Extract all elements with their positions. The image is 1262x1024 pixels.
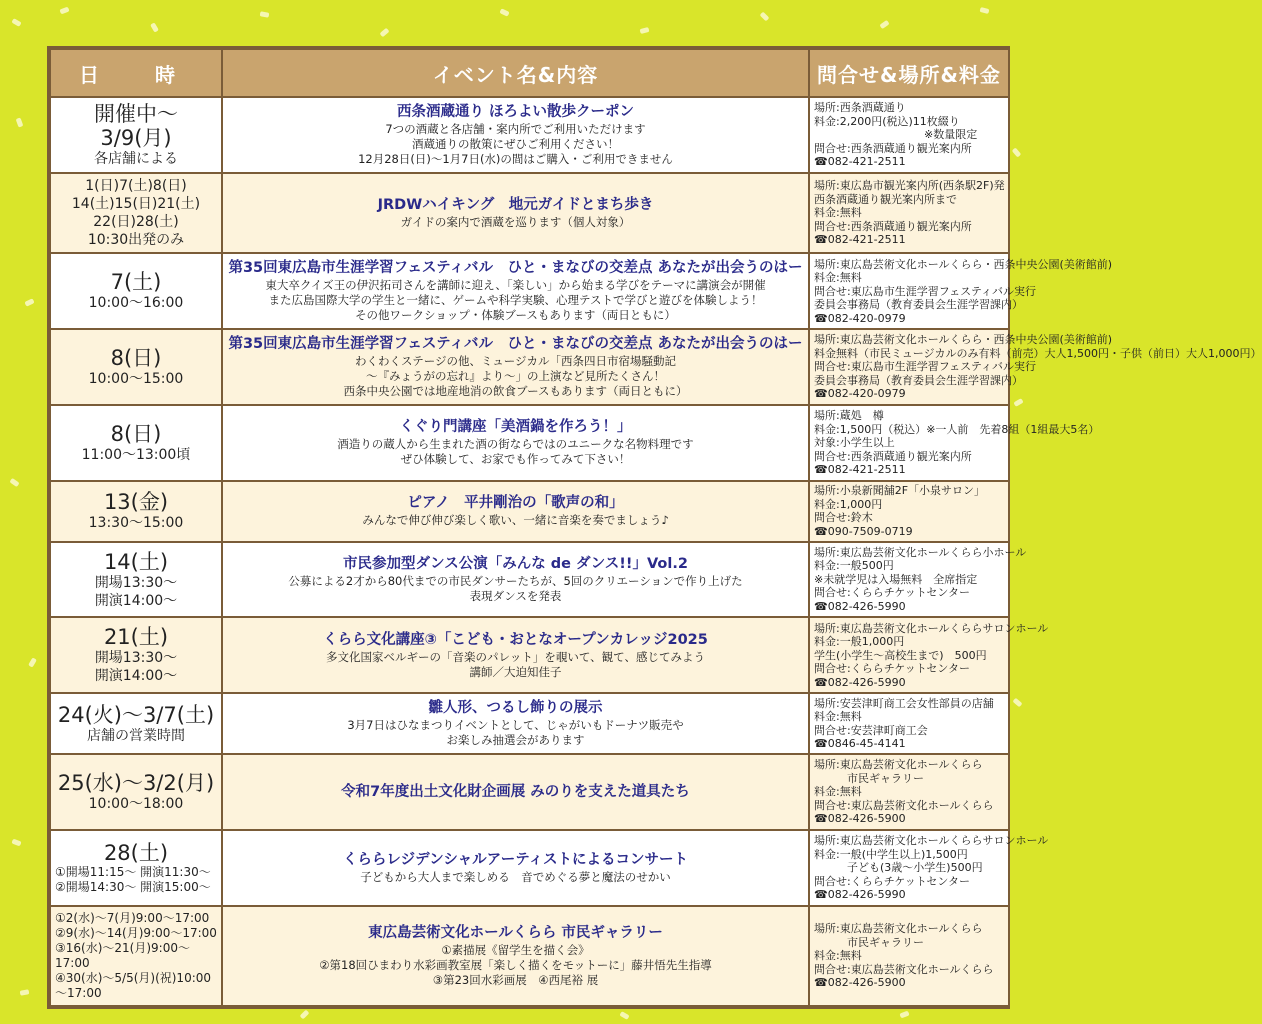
event-time: 開場13:30～ — [94, 574, 178, 591]
event-title: 東広島芸術文化ホールくらら 市民ギャラリー — [368, 924, 663, 941]
table-row — [51, 254, 1008, 328]
event-description: 7つの酒蔵と各店舗・案内所でご利用いただけます — [385, 121, 646, 136]
event-title: 西条酒蔵通り ほろよい散歩クーポン — [396, 103, 635, 120]
event-info-cell — [810, 543, 1027, 617]
event-info-cell — [810, 98, 1008, 172]
event-info-line: 場所:東広島市観光案内所(西条駅2F)発 — [814, 179, 1005, 193]
event-info-line: 西条酒蔵通り観光案内所まで — [814, 192, 957, 206]
event-title: くらら文化講座③「こども・おとなオープンカレッジ2025 — [323, 631, 708, 648]
event-info-line: ※未就学児は入場無料 全席指定 — [814, 572, 978, 586]
event-time: 10:30出発のみ — [87, 232, 185, 249]
event-info-line: ☎082-420-0979 — [814, 387, 906, 401]
event-info-line: 料金:一般1,000円 — [814, 635, 905, 649]
event-time: 10:00～18:00 — [88, 796, 184, 813]
event-info-line: ☎082-426-5900 — [814, 812, 906, 826]
event-info-line: 問合せ:くららチケットセンター — [814, 662, 970, 676]
event-time: 1(日)7(土)8(日) — [85, 178, 187, 195]
event-date-cell — [51, 694, 221, 753]
event-time: 14(土)15(日)21(土) — [71, 196, 201, 213]
event-info-line: 問合せ:東広島市生涯学習フェスティバル実行 — [814, 284, 1037, 298]
event-title: くららレジデンシャルアーティストによるコンサート — [342, 851, 689, 868]
event-info-line: 料金:1,000円 — [814, 497, 883, 511]
event-schedule-table — [49, 48, 1262, 1007]
event-content-cell — [223, 907, 808, 1005]
event-info-line: 問合せ:東広島市生涯学習フェスティバル実行 — [814, 360, 1037, 374]
event-info-line: ☎082-421-2511 — [814, 463, 906, 477]
event-description: みんなで伸び伸び楽しく歌い、一緒に音楽を奏でましょう♪ — [362, 513, 669, 528]
event-info-line: 場所:東広島芸術文化ホールくらら・西条中央公園(美術館前) — [814, 333, 1113, 347]
event-info-line: 料金:無料 — [814, 206, 862, 220]
event-time-detail: ①2(水)～7(月)9:00～17:00 — [55, 910, 210, 925]
event-info-line: 料金:一般(中学生以上)1,500円 — [814, 847, 968, 861]
event-date: 21(土) — [103, 625, 169, 650]
event-info-line: ☎082-426-5990 — [814, 888, 906, 902]
event-description: 東大卒クイズ王の伊沢拓司さんを講師に迎え、「楽しい」から始まる学びをテーマに講演会が開催 — [265, 278, 766, 293]
event-info-line: ☎082-426-5900 — [814, 976, 906, 990]
table-row — [51, 755, 1008, 829]
event-time: 各店舗による — [94, 150, 178, 167]
event-description: 子どもから大人まで楽しめる 音でめぐる夢と魔法のせかい — [360, 869, 671, 884]
event-description: また広島国際大学の学生と一緒に、ゲームや科学実験、心理テストで学びと遊びを体験しよう！ — [268, 293, 763, 308]
table-row — [51, 330, 1008, 404]
event-info-line: 市民ギャラリー — [814, 935, 924, 949]
table-row — [51, 618, 1008, 692]
event-info-line: 問合せ:西条酒蔵通り観光案内所 — [814, 219, 972, 233]
event-info-line: 問合せ:東広島芸術文化ホールくらら — [814, 798, 994, 812]
event-info-line: 場所:東広島芸術文化ホールくららサロンホール — [814, 834, 1049, 848]
table-row — [51, 831, 1008, 905]
table-row — [51, 98, 1008, 172]
event-time: 開演14:00～ — [94, 592, 178, 609]
event-date-cell — [51, 98, 221, 172]
event-info-line: 委員会事務局（教育委員会生涯学習課内） — [814, 298, 1023, 312]
event-time-detail: ①開場11:15～ 開演11:30～ — [55, 864, 211, 879]
event-info-line: ☎082-420-0979 — [814, 311, 906, 325]
event-info-line: 料金:無料 — [814, 710, 862, 724]
event-description: ③第23回水彩画展 ④西尾裕 展 — [432, 972, 599, 987]
event-description: 西条中央公園では地産地消の飲食ブースもあります（両日ともに） — [343, 384, 688, 399]
event-content-cell — [223, 254, 808, 328]
event-time: 11:00～13:00頃 — [81, 446, 191, 463]
event-content-cell — [223, 755, 808, 829]
event-date-cell — [51, 907, 221, 1005]
event-info-line: 料金無料（市民ミュージカルのみ有料（前売）大人1,500円・子供（前日）大人1,000円） — [814, 346, 1262, 360]
event-info-line: 場所:東広島芸術文化ホールくららサロンホール — [814, 621, 1049, 635]
event-info-line: 料金:2,200円(税込)11枚綴り — [814, 114, 960, 128]
event-info-cell — [810, 907, 1008, 1005]
event-info-line: 場所:東広島芸術文化ホールくらら小ホール — [814, 545, 1027, 559]
event-time: 13:30～15:00 — [88, 515, 184, 532]
event-date: 8(日) — [110, 421, 162, 446]
event-description: ①素描展《留学生を描く会》 — [441, 942, 590, 957]
event-info-line: 料金:無料 — [814, 949, 862, 963]
event-date-cell — [51, 330, 221, 404]
event-content-cell — [223, 618, 808, 692]
table-row — [51, 174, 1008, 253]
event-info-cell — [810, 330, 1262, 404]
event-info-line: 問合せ:安芸津町商工会 — [814, 723, 928, 737]
event-description: 講師／大迫知佳子 — [469, 664, 562, 679]
event-schedule-frame — [47, 46, 1262, 1009]
event-info-line: 子ども(3歳～小学生)500円 — [814, 861, 983, 875]
table-row — [51, 543, 1008, 617]
event-date-cell — [51, 482, 221, 541]
event-info-cell — [810, 406, 1100, 480]
event-content-cell — [223, 98, 808, 172]
event-date: 13(金) — [103, 490, 169, 515]
event-info-line: 場所:東広島芸術文化ホールくらら — [814, 758, 983, 772]
event-date: 開催中～ — [94, 101, 178, 126]
event-description: 酒造りの蔵人から生まれた酒の街ならではのユニークな名物料理です — [337, 437, 694, 452]
event-info-line: ☎0846-45-4141 — [814, 737, 906, 751]
event-info-line: 委員会事務局（教育委員会生涯学習課内） — [814, 373, 1023, 387]
event-info-line: 問合せ:くららチケットセンター — [814, 874, 970, 888]
table-header-row — [51, 50, 1008, 96]
event-description: 多文化国家ベルギーの「音楽のパレット」を覗いて、観て、感じてみよう — [326, 649, 705, 664]
event-date-cell — [51, 543, 221, 617]
event-time: 開演14:00～ — [94, 668, 178, 685]
event-info-line: 料金:無料 — [814, 271, 862, 285]
event-info-line: 場所:西条酒蔵通り — [814, 101, 906, 115]
event-info-line: 料金:一般500円 — [814, 559, 894, 573]
event-description: 12月28日(日)～1月7日(水)の間はご購入・ご利用できません — [358, 151, 673, 166]
event-info-line: 問合せ:東広島芸術文化ホールくらら — [814, 962, 994, 976]
event-description: ぜひ体験して、お家でも作ってみて下さい！ — [400, 452, 631, 467]
event-info-line: ☎082-426-5990 — [814, 675, 906, 689]
event-description: わくわくステージの他、ミュージカル「西条四日市宿場騒動記 — [354, 354, 677, 369]
event-info-line: 学生(小学生～高校生まで) 500円 — [814, 648, 987, 662]
event-info-line: 場所:小泉新聞舗2F「小泉サロン」 — [814, 484, 986, 498]
event-time: 10:00～15:00 — [88, 371, 184, 388]
event-info-line: 問合せ:西条酒蔵通り観光案内所 — [814, 449, 972, 463]
event-date: 3/9(月) — [100, 125, 172, 150]
event-info-line: ☎090-7509-0719 — [814, 524, 913, 538]
table-row — [51, 694, 1008, 753]
event-info-cell — [810, 254, 1113, 328]
event-date-cell — [51, 831, 221, 905]
event-title: 雛人形、つるし飾りの展示 — [428, 700, 603, 717]
event-time: 22(日)28(土) — [93, 214, 179, 231]
event-info-cell — [810, 694, 1008, 753]
event-info-line: 場所:東広島芸術文化ホールくらら・西条中央公園(美術館前) — [814, 257, 1113, 271]
event-time: 開場13:30～ — [94, 650, 178, 667]
event-content-cell — [223, 330, 808, 404]
event-info-line: 対象:小学生以上 — [814, 436, 895, 450]
event-content-cell — [223, 482, 808, 541]
event-info-line: 問合せ:西条酒蔵通り観光案内所 — [814, 141, 972, 155]
table-row — [51, 907, 1008, 1005]
event-description: 表現ダンスを発表 — [469, 589, 562, 604]
event-info-line: ☎082-421-2511 — [814, 155, 906, 169]
event-time-detail: ②開場14:30～ 開演15:00～ — [55, 879, 211, 894]
event-content-cell — [223, 406, 808, 480]
event-content-cell — [223, 174, 808, 253]
event-description: 酒蔵通りの散策にぜひご利用ください！ — [412, 136, 619, 151]
event-title: JRDWハイキング 地元ガイドとまち歩き — [377, 197, 654, 214]
event-time-detail: ②9(水)～14(月)9:00～17:00 — [55, 925, 217, 940]
event-info-line: 料金:無料 — [814, 785, 862, 799]
table-row — [51, 406, 1008, 480]
event-info-line: ※数量限定 — [814, 128, 978, 142]
event-content-cell — [223, 694, 808, 753]
header-date: 日 時 — [51, 50, 221, 96]
event-description: ②第18回ひまわり水彩画教室展「楽しく描くをモットーに」藤井悟先生指導 — [319, 957, 712, 972]
event-date: 8(日) — [110, 346, 162, 371]
event-date-cell — [51, 618, 221, 692]
event-title: 令和7年度出土文化財企画展 みのりを支えた道具たち — [341, 783, 690, 800]
event-info-line: 問合せ:くららチケットセンター — [814, 586, 970, 600]
event-info-line: 問合せ:鈴木 — [814, 511, 873, 525]
event-time: 10:00～16:00 — [88, 295, 184, 312]
header-event: イベント名&内容 — [223, 50, 808, 96]
event-info-line: 料金:1,500円（税込）※一人前 先着8組（1組最大5名） — [814, 422, 1100, 436]
event-time-detail: ④30(水)～5/5(月)(祝)10:00～17:00 — [55, 970, 212, 1000]
event-info-line: 市民ギャラリー — [814, 771, 924, 785]
event-title: 市民参加型ダンス公演「みんな de ダンス!!」Vol.2 — [343, 556, 688, 573]
event-info-line: ☎082-421-2511 — [814, 233, 906, 247]
event-info-line: 場所:安芸津町商工会女性部員の店舗 — [814, 696, 994, 710]
event-info-line: 場所:蔵処 樽 — [814, 409, 884, 423]
event-date: 24(火)～3/7(土) — [57, 702, 215, 727]
event-title: 第35回東広島市生涯学習フェスティバル ひと・まなびの交差点 あなたが出会うのはー — [228, 336, 803, 353]
event-description: 3月7日はひなまつりイベントとして、じゃがいもドーナツ販売や — [347, 718, 684, 733]
event-date-cell — [51, 254, 221, 328]
event-info-cell — [810, 174, 1008, 253]
table-row — [51, 482, 1008, 541]
event-info-cell — [810, 755, 1008, 829]
event-info-cell — [810, 482, 1008, 541]
event-title: くぐり門講座「美酒鍋を作ろう！」 — [399, 419, 632, 436]
event-description: ～『みょうがの忘れ』より～」の上演など見所たくさん！ — [366, 369, 665, 384]
event-date-cell — [51, 755, 221, 829]
event-time: 店舗の営業時間 — [87, 727, 185, 744]
event-info-cell — [810, 831, 1049, 905]
event-date: 7(土) — [110, 270, 162, 295]
event-content-cell — [223, 543, 808, 617]
event-date: 25(水)～3/2(月) — [57, 771, 215, 796]
event-info-line: ☎082-426-5990 — [814, 599, 906, 613]
event-date: 28(土) — [103, 840, 169, 865]
event-title: ピアノ 平井剛治の「歌声の和」 — [407, 495, 624, 512]
header-info: 問合せ&場所&料金 — [810, 50, 1008, 96]
event-title: 第35回東広島市生涯学習フェスティバル ひと・まなびの交差点 あなたが出会うのはー — [228, 260, 803, 277]
event-description: お楽しみ抽選会があります — [446, 733, 585, 748]
event-info-cell — [810, 618, 1049, 692]
event-description: 公募による2才から80代までの市民ダンサーたちが、5回のクリエーションで作り上げた — [288, 574, 743, 589]
event-date: 14(土) — [103, 549, 169, 574]
event-time-detail: ③16(水)～21(月)9:00～17:00 — [55, 940, 190, 970]
event-info-line: 場所:東広島芸術文化ホールくらら — [814, 922, 983, 936]
event-date-cell — [51, 174, 221, 253]
event-date-cell — [51, 406, 221, 480]
event-content-cell — [223, 831, 808, 905]
event-description: その他ワークショップ・体験ブースもあります（両日ともに） — [355, 308, 676, 323]
event-description: ガイドの案内で酒蔵を巡ります（個人対象） — [400, 215, 631, 230]
